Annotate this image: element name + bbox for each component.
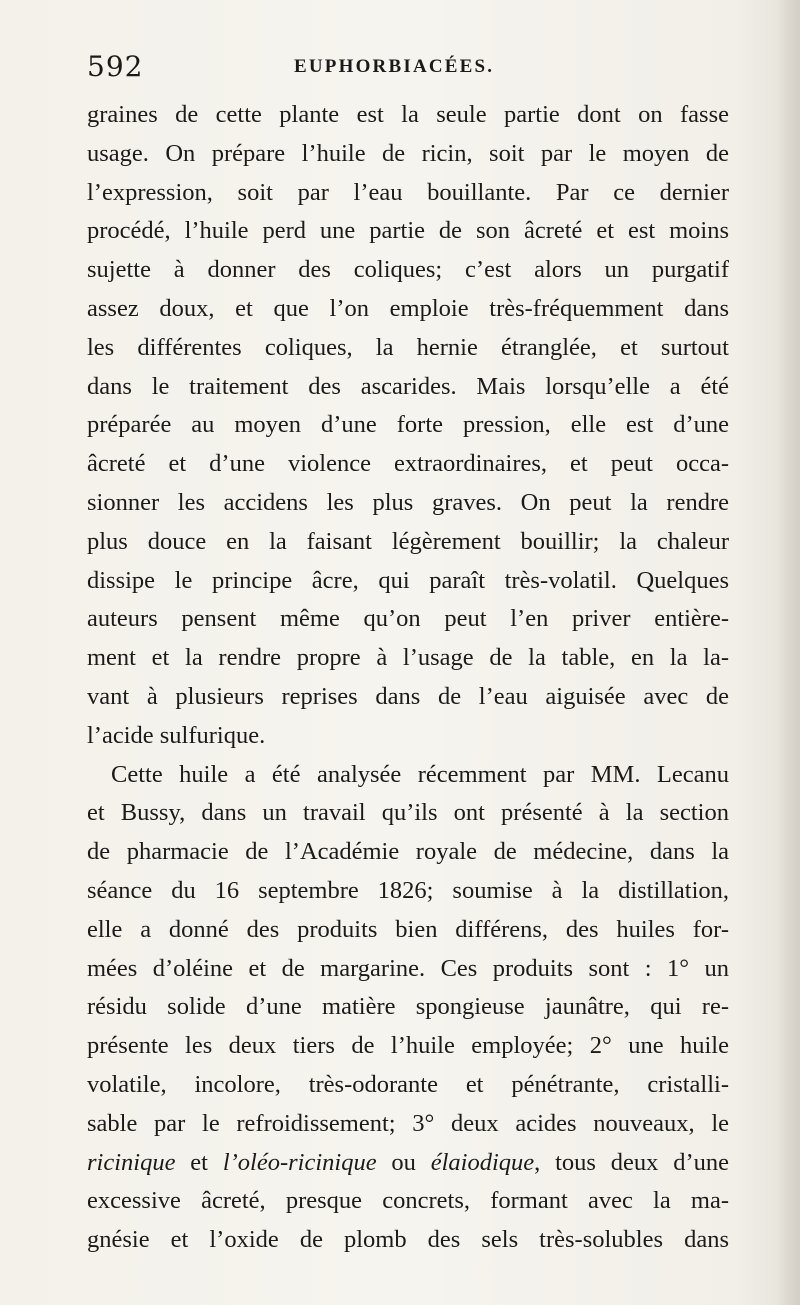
text-fragment: et bbox=[175, 1148, 223, 1176]
text-line: séance du 16 septembre 1826; soumise à la distillation, bbox=[87, 876, 729, 904]
text-line: les différentes coliques, la hernie étranglée, et surtout bbox=[87, 333, 729, 361]
text-line: plus douce en la faisant légèrement bouillir; la chaleur bbox=[87, 527, 729, 555]
text-line: mées d’oléine et de margarine. Ces produits sont : 1° un bbox=[87, 954, 729, 982]
text-line: elle a donné des produits bien différens, des huiles for- bbox=[87, 915, 729, 943]
text-line: âcreté et d’une violence extraordinaires, et peut occa- bbox=[87, 450, 729, 478]
text-line: assez doux, et que l’on emploie très-fréquemment dans bbox=[87, 294, 729, 322]
text-line: volatile, incolore, très-odorante et pénétrante, cristalli- bbox=[87, 1070, 729, 1098]
italic-term-oleo-ricinique: l’oléo-ricinique bbox=[222, 1148, 377, 1176]
text-line: usage. On prépare l’huile de ricin, soit par le moyen de bbox=[87, 139, 729, 167]
italic-term-elaiodique: élaiodique bbox=[430, 1148, 535, 1176]
text-line: sujette à donner des coliques; c’est alors un purgatif bbox=[87, 256, 729, 284]
text-line: préparée au moyen d’une forte pression, elle est d’une bbox=[87, 411, 729, 439]
text-line: sionner les accidens les plus graves. On peut la rendre bbox=[87, 488, 729, 516]
text-line: présente les deux tiers de l’huile employée; 2° une huile bbox=[87, 1032, 729, 1060]
running-head: EUPHORBIACÉES. bbox=[294, 56, 495, 77]
text-line: ment et la rendre propre à l’usage de la table, en la la- bbox=[87, 644, 729, 672]
text-line: graines de cette plante est la seule partie dont on fasse bbox=[87, 101, 729, 128]
text-line: dissipe le principe âcre, qui paraît très-volatil. Quelques bbox=[87, 566, 729, 594]
text-line: l’expression, soit par l’eau bouillante. Par ce dernier bbox=[87, 178, 729, 206]
page-number: 592 bbox=[87, 50, 144, 83]
paragraph-start-line: Cette huile a été analysée récemment par MM. Lecanu bbox=[111, 760, 729, 788]
paragraph-end-line: l’acide sulfurique. bbox=[87, 721, 266, 749]
text-line: excessive âcreté, presque concrets, formant avec la ma- bbox=[87, 1187, 729, 1215]
italic-term-ricinique: ricinique bbox=[87, 1148, 176, 1176]
page-edge-shadow bbox=[778, 0, 800, 1305]
mixed-italic-line bbox=[87, 1144, 729, 1183]
text-fragment: , tous deux d’une bbox=[534, 1148, 730, 1176]
text-line: gnésie et l’oxide de plomb des sels très-solubles dans bbox=[87, 1226, 729, 1254]
text-line: procédé, l’huile perd une partie de son âcreté et est moins bbox=[87, 217, 729, 245]
text-line: vant à plusieurs reprises dans de l’eau aiguisée avec de bbox=[87, 682, 729, 710]
text-line: sable par le refroidissement; 3° deux acides nouveaux, le bbox=[87, 1109, 729, 1137]
text-line: résidu solide d’une matière spongieuse jaunâtre, qui re- bbox=[87, 993, 729, 1021]
text-line: dans le traitement des ascarides. Mais lorsqu’elle a été bbox=[87, 372, 729, 400]
page-header bbox=[87, 50, 727, 90]
text-line: de pharmacie de l’Académie royale de médecine, dans la bbox=[87, 838, 729, 866]
body-text bbox=[87, 96, 729, 1260]
text-line: et Bussy, dans un travail qu’ils ont présenté à la section bbox=[87, 799, 729, 827]
text-line: auteurs pensent même qu’on peut l’en priver entière- bbox=[87, 605, 729, 633]
text-fragment: ou bbox=[376, 1148, 431, 1176]
